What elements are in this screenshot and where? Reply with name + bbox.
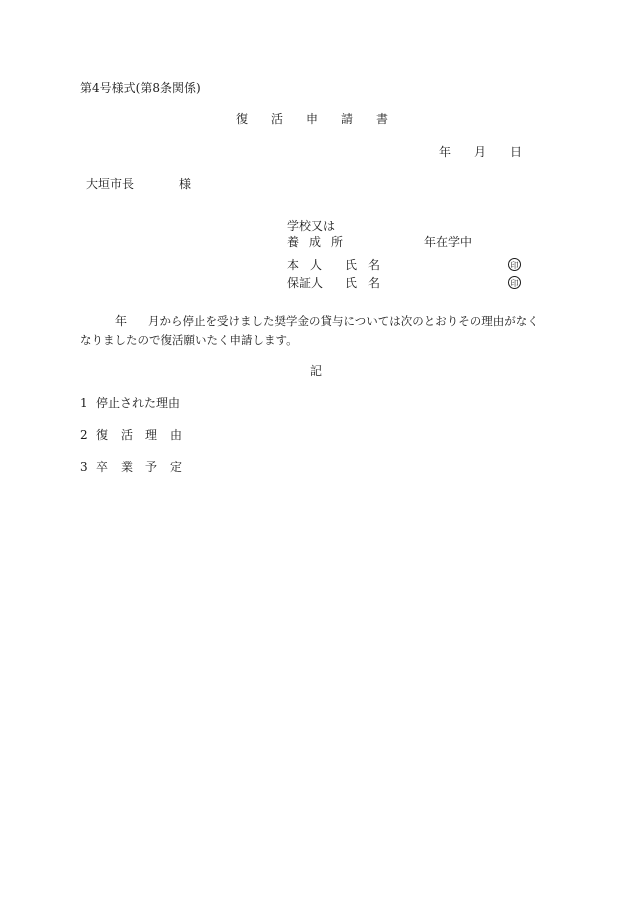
school-label-char: 所: [331, 235, 344, 249]
title-char: 申: [306, 112, 319, 126]
school-label-char: 養: [287, 235, 300, 249]
name-label-char: 氏: [345, 258, 358, 272]
item-label-char: 業: [121, 460, 134, 474]
date-year: 年: [439, 145, 452, 159]
name-label-char: 名: [368, 276, 381, 290]
item-label-char: 予: [145, 460, 158, 474]
grade-label: 年在学中: [424, 235, 473, 249]
school-label-line1: 学校又は: [287, 219, 336, 233]
body-year: 年: [115, 314, 128, 328]
body-line1: 月から停止を受けました奨学金の貸与については次のとおりその理由がなく: [148, 314, 539, 328]
item-number: 1: [80, 396, 88, 410]
school-label-char: 成: [309, 235, 322, 249]
guarantor-label: 保証人: [287, 276, 324, 290]
seal-mark: 印: [508, 258, 521, 271]
item-label-char: 卒: [96, 460, 109, 474]
self-label-char: 人: [310, 258, 323, 272]
body-line2: なりましたので復活願いたく申請します。: [80, 333, 298, 347]
name-label-char: 名: [368, 258, 381, 272]
ki-heading: 記: [310, 364, 323, 378]
item-label-char: 理: [145, 428, 158, 442]
item-label-char: 復: [96, 428, 109, 442]
title-char: 復: [236, 112, 249, 126]
item-number: 3: [80, 460, 88, 474]
item-label: 停止された理由: [96, 396, 181, 410]
name-label-char: 氏: [345, 276, 358, 290]
date-day: 日: [510, 145, 523, 159]
form-number: 第4号様式(第8条関係): [80, 81, 201, 95]
item-label-char: 由: [170, 428, 183, 442]
title-char: 活: [271, 112, 284, 126]
item-label-char: 定: [170, 460, 183, 474]
seal-mark: 印: [508, 276, 521, 289]
date-month: 月: [474, 145, 487, 159]
addressee-name: 大垣市長: [86, 177, 135, 191]
addressee-honorific: 様: [179, 177, 192, 191]
self-label-char: 本: [287, 258, 300, 272]
item-number: 2: [80, 428, 88, 442]
title-char: 請: [341, 112, 354, 126]
item-label-char: 活: [121, 428, 134, 442]
title-char: 書: [376, 112, 389, 126]
